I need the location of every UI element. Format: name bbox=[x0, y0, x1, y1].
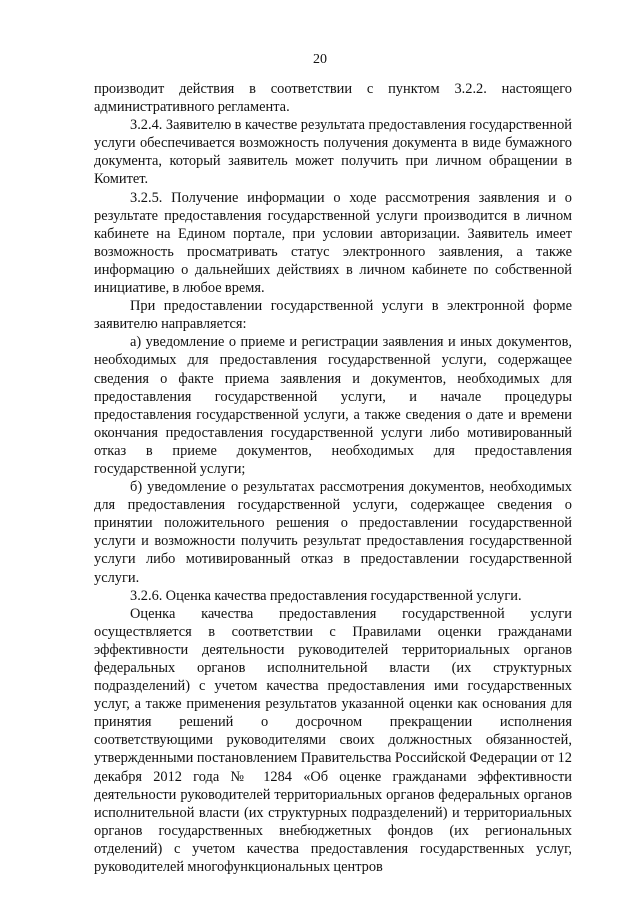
paragraph-3-2-4: 3.2.4. Заявителю в качестве результата предоставления государственной услуги обеспечивается возможность получения документа в виде бумажного документа, который заявитель может получить при личном обращении в Комитет. bbox=[94, 117, 572, 188]
page-number: 20 bbox=[313, 52, 327, 67]
paragraph-continuation: производит действия в соответствии с пунктом 3.2.2. настоящего административного регламента. bbox=[94, 81, 572, 116]
list-item-a: а) уведомление о приеме и регистрации заявления и иных документов, необходимых для предоставления государственной услуги, содержащее сведения о факте приема заявления и документов, необходимых для предоставления государственной услуги, и начале процедуры предоставления государственной услуги, а также сведения о дате и времени окончания предоставления государственной услуги либо мотивированный отказ в приеме документов, необходимых для предоставления государственной услуги; bbox=[94, 334, 572, 477]
paragraph-electronic-form: При предоставлении государственной услуги в электронной форме заявителю направляется: bbox=[94, 298, 572, 333]
paragraph-3-2-6: 3.2.6. Оценка качества предоставления государственной услуги. bbox=[130, 587, 522, 604]
paragraph-quality-assessment: Оценка качества предоставления государственной услуги осуществляется в соответствии с Правилами оценки гражданами эффективности деятельности руководителей территориальных органов федеральных органов исполнительной власти (их структурных подразделений) с учетом качества предоставления ими государственных услуг, а также применения результатов указанной оценки как основания для принятия решений о досрочном прекращении исполнения соответствующими руководителями своих должностных обязанностей, утвержденными постановлением Правительства Российской Федерации от 12 декабря 2012 года № 1284 «Об оценке гражданами эффективности деятельности руководителей территориальных органов федеральных органов исполнительной власти (их структурных подразделений) и территориальных органов государственных внебюджетных фондов (их региональных отделений) с учетом качества предоставления государственных услуг, руководителей многофункциональных центров bbox=[94, 605, 572, 876]
list-item-b: б) уведомление о результатах рассмотрения документов, необходимых для предоставления государственной услуги, содержащее сведения о принятии положительного решения о предоставлении государственной услуги и возможности получить результат предоставления государственной услуги либо мотивированный отказ в предоставлении государственной услуги. bbox=[94, 479, 572, 586]
paragraph-3-2-5: 3.2.5. Получение информации о ходе рассмотрения заявления и о результате предоставления государственной услуги производится в личном кабинете на Едином портале, при условии авторизации. Заявитель имеет возможность просматривать статус электронного заявления, а также информацию о дальнейших действиях в личном кабинете по собственной инициативе, в любое время. bbox=[94, 189, 572, 297]
document-body bbox=[94, 80, 572, 876]
